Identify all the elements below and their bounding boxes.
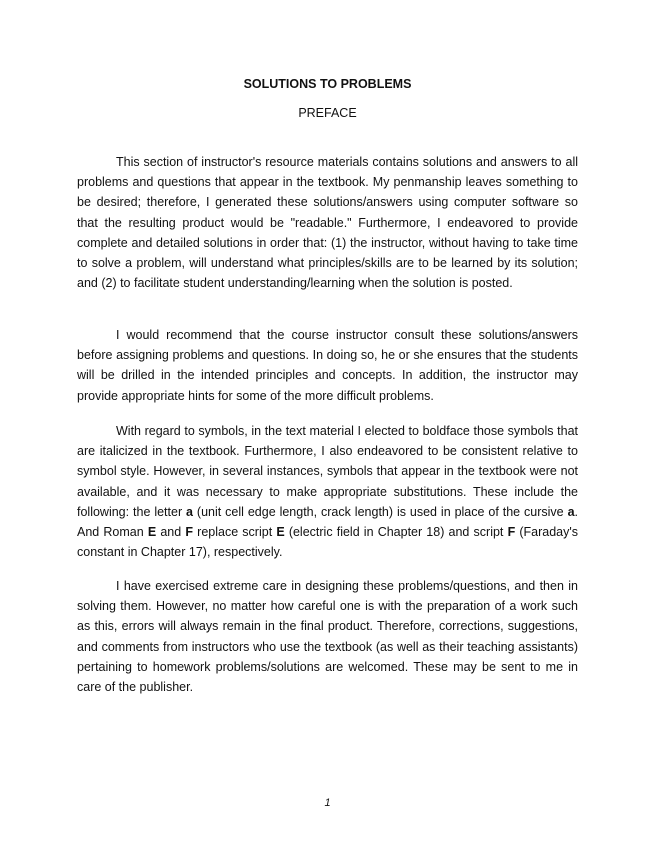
page-title: SOLUTIONS TO PROBLEMS: [243, 77, 412, 91]
symbol-f-bold: F: [507, 525, 516, 540]
paragraph-3-text: replace script: [193, 525, 277, 540]
symbol-e-bold: E: [147, 525, 157, 540]
paragraph-3: [77, 421, 578, 562]
section-heading-preface: PREFACE: [298, 106, 357, 120]
symbol-a-bold: a: [567, 504, 575, 519]
paragraph-2: I would recommend that the course instructor consult these solutions/answers before assigning problems and questions. In doing so, he or she ensures that the students will be drilled in the intended principles and concepts. In addition, the instructor may provide appropriate hints for some of the more difficult problems.: [77, 328, 578, 403]
paragraph-3-text: (electric field in Chapter 18) and script: [284, 525, 508, 540]
symbol-a-bold: a: [186, 504, 193, 519]
paragraph-3-text: and: [156, 525, 186, 540]
paragraph-4: I have exercised extreme care in designing these problems/questions, and then in solving them. However, no matter how careful one is with the preparation of a work such as this, errors will always remain in the final product. Therefore, corrections, suggestions, and comments from instructors who use the textbook (as well as their teaching assistants) pertaining to homework problems/solutions are welcomed. These may be sent to me in care of the publisher.: [77, 579, 578, 695]
paragraph-3-text: (unit cell edge length, crack length) is used in place of the cursive: [193, 504, 568, 519]
paragraph-3-text: With regard to symbols, in the text material I elected to boldface those symbols that are italicized in the textbook. Furthermore, I also endeavored to be consistent relative to symbol style. However, in several instances, symbols that appear in the textbook were not available, and it was necessary to make appropriate substitutions. These include the following: the letter: [77, 424, 578, 519]
symbol-f-bold: F: [185, 525, 193, 540]
paragraph-1: This section of instructor's resource materials contains solutions and answers to all problems and questions that appear in the textbook. My penmanship leaves something to be desired; therefore, I generated these solutions/answers using computer software so that the resulting product would be "readable." Furthermore, I endeavored to provide complete and detailed solutions in order that: (1) the instructor, without having to take time to solve a problem, will understand what principles/skills are to be learned by its solution; and (2) to facilitate student understanding/learning when the solution is posted.: [77, 155, 578, 291]
symbol-e-bold: E: [276, 525, 285, 540]
page-number: 1: [324, 797, 331, 809]
paragraph-3-text: . And Roman: [77, 504, 578, 540]
paragraph-3-text: (Faraday's constant in Chapter 17), respectively.: [77, 525, 579, 560]
